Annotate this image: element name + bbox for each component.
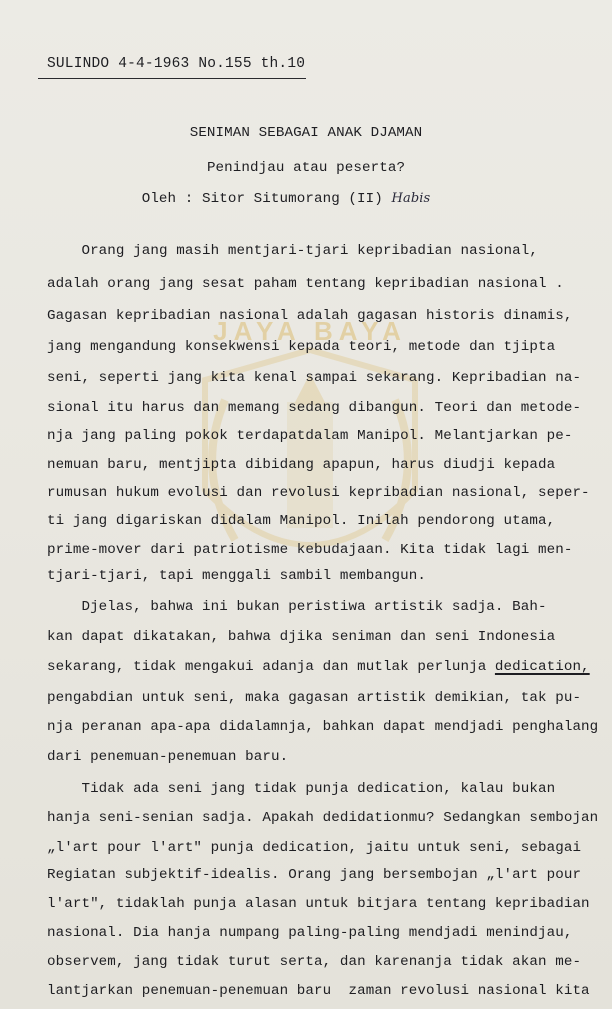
p2-line: Djelas, bahwa ini bukan peristiwa artistik sadja. Bah- (47, 599, 547, 615)
p3-line: l'art", tidaklah punja alasan untuk bitjara tentang kepribadian (47, 896, 590, 912)
underlined-dedication: dedication, (494, 659, 590, 675)
p1-line: sional itu harus dan memang sedang dibangun. Teori dan metode- (47, 400, 582, 416)
p1-line: adalah orang jang sesat paham tentang kepribadian nasional . (47, 276, 564, 292)
p2-line-text: sekarang, tidak mengakui adanja dan mutlak perlunja (47, 659, 495, 675)
article-title: SENIMAN SEBAGAI ANAK DJAMAN (189, 125, 423, 141)
p2-line: pengabdian untuk seni, maka gagasan artistik demikian, tak pu- (47, 690, 582, 706)
p2-line: kan dapat dikatakan, bahwa djika seniman dan seni Indonesia (47, 629, 556, 645)
p3-line: observem, jang tidak turut serta, dan karenanja tidak akan me- (47, 954, 582, 970)
p2-line: nja peranan apa-apa didalamnja, bahkan dapat mendjadi penghalang (47, 719, 599, 735)
p2-line (47, 659, 590, 675)
p1-line: Gagasan kepribadian nasional adalah gagasan historis dinamis, (47, 308, 573, 324)
p3-line: lantjarkan penemuan-penemuan baru zaman revolusi nasional kita (47, 983, 590, 999)
p2-line: dari penemuan-penemuan baru. (47, 749, 289, 765)
p1-line: nemuan baru, mentjipta dibidang apapun, harus diudji kepada (47, 457, 556, 473)
p1-line: Orang jang masih mentjari-tjari kepribadian nasional, (47, 243, 538, 259)
p1-line: seni, seperti jang kita kenal sampai sekarang. Kepribadian na- (47, 370, 582, 386)
p3-line: Tidak ada seni jang tidak punja dedication, kalau bukan (47, 781, 556, 797)
header-underline (38, 78, 306, 79)
p3-line: Regiatan subjektif-idealis. Orang jang bersembojan „l'art pour (47, 867, 582, 883)
newspaper-header: SULINDO 4-4-1963 No.155 th.10 (47, 56, 306, 72)
p3-line: „l'art pour l'art" punja dedication, jaitu untuk seni, sebagai (47, 840, 582, 856)
article-subtitle: Penindjau atau peserta? (206, 160, 406, 176)
p3-line: nasional. Dia hanja numpang paling-paling mendjadi menindjau, (47, 925, 573, 941)
p1-line: nja jang paling pokok terdapatdalam Manipol. Melantjarkan pe- (47, 428, 573, 444)
watermark-text: JAYA BAYA (213, 316, 407, 346)
p1-line: jang mengandung konsekwensi kepada teori, metode dan tjipta (47, 339, 556, 355)
handwritten-note: Habis (391, 191, 431, 206)
p3-line: hanja seni-senian sadja. Apakah dedidationmu? Sedangkan sembojan (47, 810, 599, 826)
article-byline (0, 191, 592, 207)
p1-line: rumusan hukum evolusi dan revolusi kepribadian nasional, seper- (47, 485, 590, 501)
p1-line: tjari-tjari, tapi menggali sambil membangun. (47, 568, 427, 584)
p1-line: prime-mover dari patriotisme kebudajaan. Kita tidak lagi men- (47, 542, 573, 558)
p1-line: ti jang digariskan didalam Manipol. Inilah pendorong utama, (47, 513, 556, 529)
byline-text: Oleh : Sitor Situmorang (II) (141, 191, 383, 207)
